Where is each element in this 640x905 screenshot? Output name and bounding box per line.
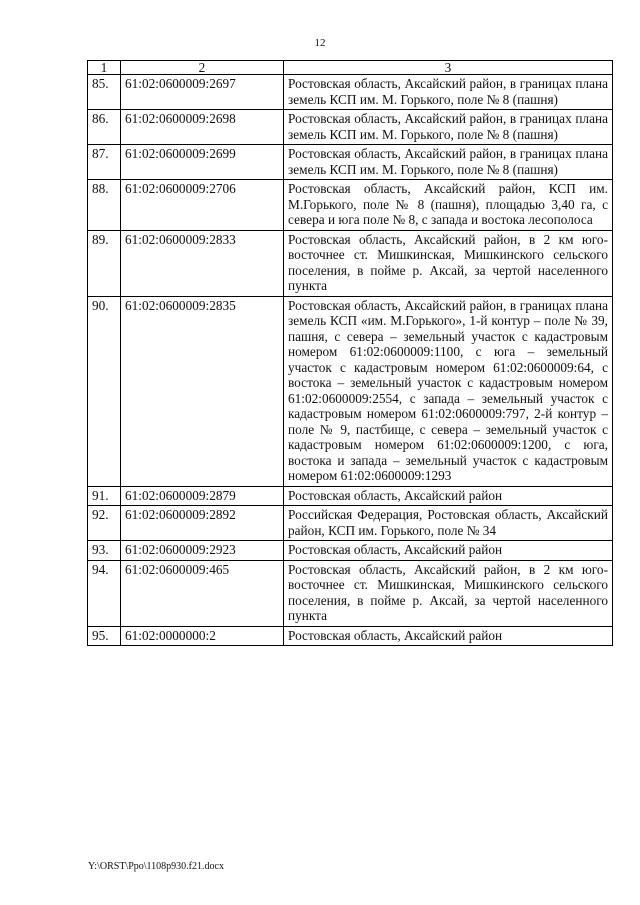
- cadastral-table: [87, 60, 613, 646]
- cadastral-number-cell: 61:02:0600009:2833: [121, 230, 284, 296]
- location-description-cell: Ростовская область, Аксайский район, в границах плана земель КСП «им. М.Горького», 1-й контур – поле № 39, пашня, с севера – земельный участок с кадастровым номером 61:02:0600009:1100, с юга – земельный участок с кадастровым номером 61:02:0600009:64, с востока – земельный участок с кадастровым номером 61:02:0600009:2554, с запада – земельный участок с кадастровым номером 61:02:0600009:797, 2-й контур – поле № 9, пастбище, с севера – земельный участок с кадастровым номером 61:02:0600009:1200, с юга, востока и запада – земельный участок с кадастровым номером 61:02:0600009:1293: [284, 296, 613, 486]
- table-row: [88, 541, 613, 561]
- table-row: [88, 110, 613, 145]
- cadastral-number-cell: 61:02:0600009:2706: [121, 180, 284, 231]
- cadastral-number-cell: 61:02:0600009:465: [121, 560, 284, 626]
- location-description-cell: Ростовская область, Аксайский район: [284, 541, 613, 561]
- row-number-cell: 87.: [88, 145, 121, 180]
- row-number-cell: 92.: [88, 506, 121, 541]
- table-row: [88, 145, 613, 180]
- row-number-cell: 88.: [88, 180, 121, 231]
- row-number-cell: 95.: [88, 626, 121, 646]
- table-row: [88, 296, 613, 486]
- row-number-cell: 93.: [88, 541, 121, 561]
- table-row: [88, 180, 613, 231]
- cadastral-number-cell: 61:02:0600009:2879: [121, 486, 284, 506]
- table-row: [88, 230, 613, 296]
- cadastral-number-cell: 61:02:0600009:2923: [121, 541, 284, 561]
- header-col-3: 3: [284, 61, 613, 75]
- table-row: [88, 506, 613, 541]
- table-row: [88, 560, 613, 626]
- footer-file-path: Y:\ORST\Ppo\1108p930.f21.docx: [88, 861, 224, 872]
- location-description-cell: Ростовская область, Аксайский район, в границах плана земель КСП им. М. Горького, поле № 8 (пашня): [284, 75, 613, 110]
- cadastral-number-cell: 61:02:0600009:2699: [121, 145, 284, 180]
- header-col-1: 1: [88, 61, 121, 75]
- cadastral-number-cell: 61:02:0600009:2835: [121, 296, 284, 486]
- row-number-cell: 94.: [88, 560, 121, 626]
- table-row: [88, 626, 613, 646]
- cadastral-number-cell: 61:02:0600009:2697: [121, 75, 284, 110]
- location-description-cell: Российская Федерация, Ростовская область, Аксайский район, КСП им. Горького, поле № 34: [284, 506, 613, 541]
- page-number: 12: [314, 37, 326, 49]
- location-description-cell: Ростовская область, Аксайский район, в границах плана земель КСП им. М. Горького, поле № 8 (пашня): [284, 145, 613, 180]
- cadastral-number-cell: 61:02:0600009:2698: [121, 110, 284, 145]
- location-description-cell: Ростовская область, Аксайский район, в 2 км юго-восточнее ст. Мишкинская, Мишкинского сельского поселения, в пойме р. Аксай, за чертой населенного пункта: [284, 560, 613, 626]
- table-row: [88, 486, 613, 506]
- row-number-cell: 89.: [88, 230, 121, 296]
- location-description-cell: Ростовская область, Аксайский район, КСП им. М.Горького, поле № 8 (пашня), площадью 3,40 га, с севера и юга поле № 8, с запада и востока лесополоса: [284, 180, 613, 231]
- row-number-cell: 91.: [88, 486, 121, 506]
- row-number-cell: 90.: [88, 296, 121, 486]
- row-number-cell: 85.: [88, 75, 121, 110]
- header-col-2: 2: [121, 61, 284, 75]
- table-header-row: [88, 61, 613, 75]
- row-number-cell: 86.: [88, 110, 121, 145]
- location-description-cell: Ростовская область, Аксайский район, в 2 км юго-восточнее ст. Мишкинская, Мишкинского сельского поселения, в пойме р. Аксай, за чертой населенного пункта: [284, 230, 613, 296]
- table-row: [88, 75, 613, 110]
- location-description-cell: Ростовская область, Аксайский район: [284, 626, 613, 646]
- location-description-cell: Ростовская область, Аксайский район: [284, 486, 613, 506]
- location-description-cell: Ростовская область, Аксайский район, в границах плана земель КСП им. М. Горького, поле № 8 (пашня): [284, 110, 613, 145]
- cadastral-number-cell: 61:02:0600009:2892: [121, 506, 284, 541]
- cadastral-number-cell: 61:02:0000000:2: [121, 626, 284, 646]
